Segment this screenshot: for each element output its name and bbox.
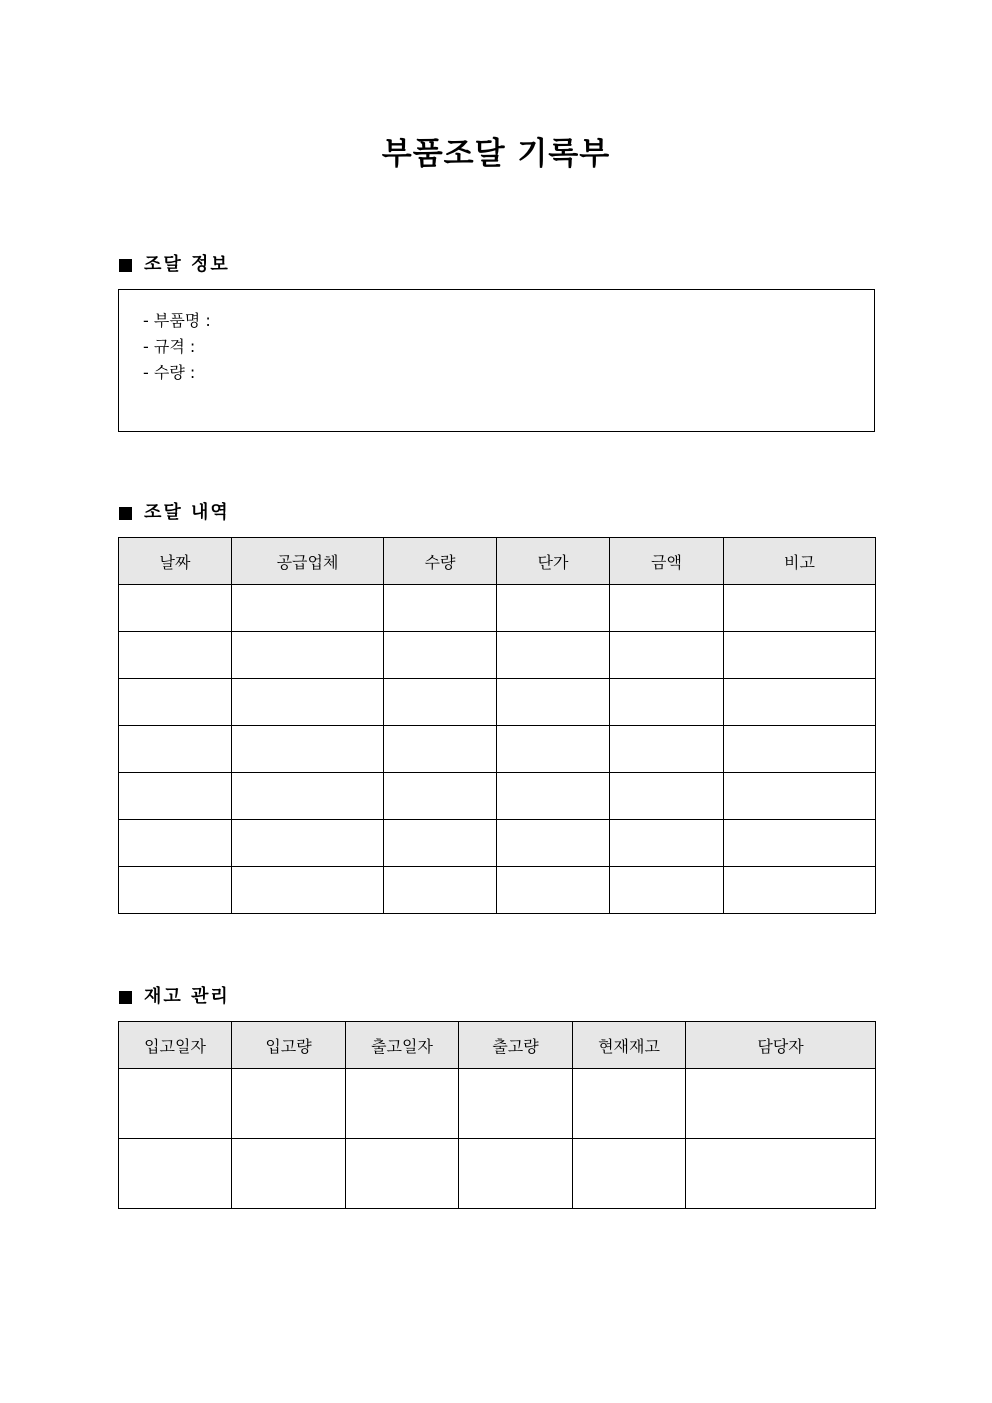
table-cell[interactable] <box>232 773 384 820</box>
table-cell[interactable] <box>384 773 497 820</box>
table-row <box>119 726 876 773</box>
column-header-issue-date: 출고일자 <box>346 1022 459 1069</box>
table-row <box>119 820 876 867</box>
column-header-remarks: 비고 <box>724 538 876 585</box>
black-square-icon <box>119 991 132 1004</box>
table-cell[interactable] <box>573 1139 686 1209</box>
table-cell[interactable] <box>497 679 610 726</box>
table-cell[interactable] <box>232 726 384 773</box>
table-cell[interactable] <box>497 820 610 867</box>
table-cell[interactable] <box>724 820 876 867</box>
table-cell[interactable] <box>610 867 724 914</box>
page-title: 부품조달 기록부 <box>381 136 611 172</box>
table-cell[interactable] <box>119 773 232 820</box>
section-heading-info <box>119 253 230 277</box>
table-cell[interactable] <box>724 679 876 726</box>
black-square-icon <box>119 259 132 272</box>
field-quantity: - 수량 : <box>143 363 196 382</box>
procurement-table <box>118 537 876 914</box>
table-row <box>119 585 876 632</box>
table-cell[interactable] <box>346 1069 459 1139</box>
table-row <box>119 679 876 726</box>
column-header-current-stock: 현재재고 <box>573 1022 686 1069</box>
table-cell[interactable] <box>232 1069 346 1139</box>
table-cell[interactable] <box>610 773 724 820</box>
table-cell[interactable] <box>724 773 876 820</box>
table-cell[interactable] <box>497 632 610 679</box>
table-cell[interactable] <box>497 726 610 773</box>
table-cell[interactable] <box>384 632 497 679</box>
table-cell[interactable] <box>119 1069 232 1139</box>
table-cell[interactable] <box>610 585 724 632</box>
table-cell[interactable] <box>724 867 876 914</box>
table-cell[interactable] <box>610 679 724 726</box>
column-header-quantity: 수량 <box>384 538 497 585</box>
table-cell[interactable] <box>232 585 384 632</box>
section-heading-label: 조달 내역 <box>144 502 230 523</box>
table-cell[interactable] <box>384 726 497 773</box>
table-cell[interactable] <box>686 1139 876 1209</box>
table-cell[interactable] <box>610 632 724 679</box>
table-row <box>119 632 876 679</box>
table-header-row <box>119 1022 876 1069</box>
table-cell[interactable] <box>232 1139 346 1209</box>
table-row <box>119 1069 876 1139</box>
table-cell[interactable] <box>573 1069 686 1139</box>
section-heading-procurement <box>119 501 230 525</box>
table-header-row <box>119 538 876 585</box>
table-cell[interactable] <box>459 1139 573 1209</box>
column-header-unit-price: 단가 <box>497 538 610 585</box>
section-heading-label: 조달 정보 <box>144 254 230 275</box>
table-cell[interactable] <box>346 1139 459 1209</box>
table-cell[interactable] <box>119 820 232 867</box>
black-square-icon <box>119 507 132 520</box>
table-cell[interactable] <box>724 726 876 773</box>
inventory-table-body <box>119 1069 876 1209</box>
table-cell[interactable] <box>119 632 232 679</box>
table-cell[interactable] <box>724 632 876 679</box>
field-spec: - 규격 : <box>143 337 196 356</box>
table-cell[interactable] <box>232 679 384 726</box>
procurement-info-box <box>118 289 875 432</box>
table-cell[interactable] <box>232 820 384 867</box>
table-cell[interactable] <box>497 867 610 914</box>
column-header-manager: 담당자 <box>686 1022 876 1069</box>
column-header-amount: 금액 <box>610 538 724 585</box>
table-cell[interactable] <box>610 820 724 867</box>
table-cell[interactable] <box>724 585 876 632</box>
inventory-table <box>118 1021 876 1209</box>
table-cell[interactable] <box>384 585 497 632</box>
table-cell[interactable] <box>232 632 384 679</box>
table-cell[interactable] <box>384 820 497 867</box>
table-cell[interactable] <box>686 1069 876 1139</box>
table-cell[interactable] <box>384 679 497 726</box>
table-cell[interactable] <box>384 867 497 914</box>
section-heading-label: 재고 관리 <box>144 986 230 1007</box>
table-cell[interactable] <box>119 585 232 632</box>
column-header-date: 날짜 <box>119 538 232 585</box>
field-part-name: - 부품명 : <box>143 311 211 330</box>
table-cell[interactable] <box>119 867 232 914</box>
column-header-receipt-qty: 입고량 <box>232 1022 346 1069</box>
column-header-supplier: 공급업체 <box>232 538 384 585</box>
table-cell[interactable] <box>610 726 724 773</box>
table-cell[interactable] <box>119 726 232 773</box>
column-header-issue-qty: 출고량 <box>459 1022 573 1069</box>
column-header-receipt-date: 입고일자 <box>119 1022 232 1069</box>
table-row <box>119 773 876 820</box>
section-heading-inventory <box>119 985 230 1009</box>
table-cell[interactable] <box>119 679 232 726</box>
table-cell[interactable] <box>497 585 610 632</box>
table-cell[interactable] <box>497 773 610 820</box>
table-cell[interactable] <box>232 867 384 914</box>
procurement-table-body <box>119 585 876 914</box>
table-cell[interactable] <box>459 1069 573 1139</box>
table-row <box>119 867 876 914</box>
table-cell[interactable] <box>119 1139 232 1209</box>
table-row <box>119 1139 876 1209</box>
